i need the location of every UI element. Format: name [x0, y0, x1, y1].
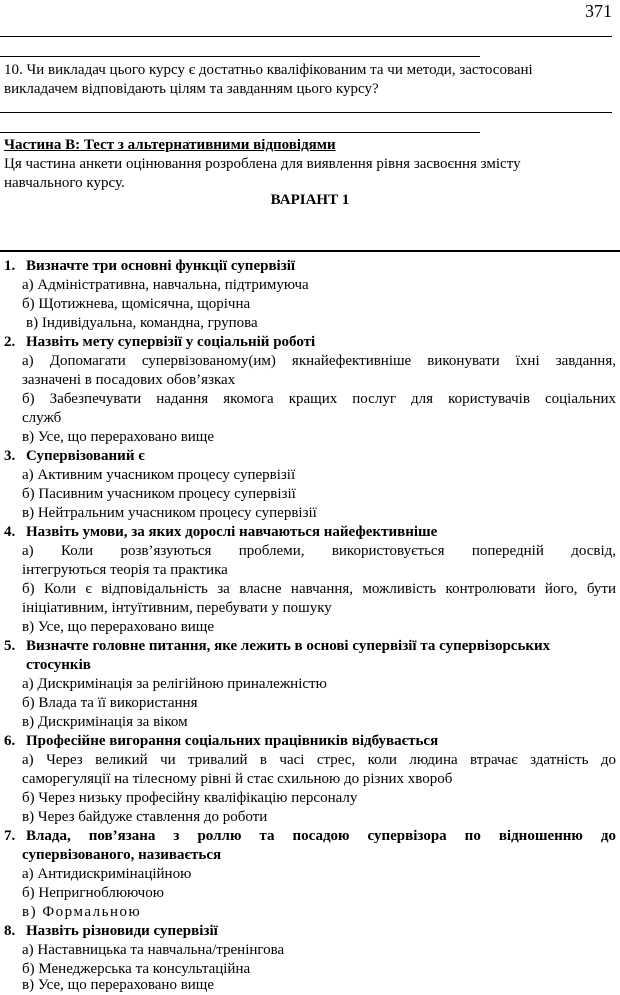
- question-number: 6.: [4, 733, 16, 749]
- question-text: Назвіть різновиди супервізії: [26, 923, 218, 939]
- answer-option-cont: інтегруються теорія та практика: [22, 562, 228, 578]
- q10-line2: викладачем відповідають цілям та завданням цього курсу?: [4, 81, 379, 97]
- answer-line: [0, 112, 612, 113]
- question-text: Назвіть мету супервізії у соціальній роботі: [26, 334, 316, 350]
- answer-option: в) Через байдуже ставлення до роботи: [22, 809, 268, 825]
- answer-option: б) Непригноблюючою: [22, 885, 164, 901]
- question-3: [4, 447, 145, 466]
- answer-line: [0, 56, 480, 57]
- question-2: [4, 333, 315, 352]
- answer-option: в) Формальною: [22, 904, 142, 920]
- question-7: [4, 827, 616, 846]
- part-b-description-line1: Ця частина анкети оцінювання розроблена для виявлення рівня засвоєння змісту: [4, 156, 521, 172]
- question-text: Професійне вигорання соціальних працівників відбувається: [26, 733, 439, 749]
- answer-option: а) Антидискримінаційною: [22, 866, 192, 882]
- answer-option: в) Нейтральним учасником процесу супервізії: [22, 505, 317, 521]
- answer-option-cont: служб: [22, 410, 62, 426]
- q10-line1: 10. Чи викладач цього курсу є достатньо кваліфікованим та чи методи, застосовані: [4, 62, 533, 78]
- answer-option-cont: зазначені в посадових обов’язках: [22, 372, 236, 388]
- answer-option: в) Дискримінація за віком: [22, 714, 188, 730]
- answer-option: а) Активним учасником процесу супервізії: [22, 467, 296, 483]
- question-4: [4, 523, 437, 542]
- answer-option: в) Індивідуальна, командна, групова: [26, 315, 258, 331]
- answer-option: в) Усе, що перераховано вище: [22, 619, 215, 635]
- question-6: [4, 732, 438, 751]
- question-number: 2.: [4, 334, 16, 350]
- question-5: [4, 637, 550, 656]
- answer-option: а) Через великий чи тривалий в часі стрес, коли людина втрачає здатність до: [22, 752, 616, 768]
- answer-option: в) Усе, що перераховано вище: [22, 429, 215, 445]
- answer-option: б) Пасивним учасником процесу супервізії: [22, 486, 296, 502]
- question-text: Визначте три основні функції супервізії: [26, 258, 296, 274]
- answer-option-cont: ініціативним, інтуїтивним, перебувати у пошуку: [22, 600, 332, 616]
- answer-option: б) Влада та її використання: [22, 695, 198, 711]
- question-text: Влада, пов’язана з роллю та посадою супервізора по відношенню до: [26, 828, 616, 844]
- part-b-description-line2: навчального курсу.: [4, 175, 125, 191]
- answer-option: а) Допомагати супервізованому(им) якнайефективніше виконувати їхні завдання,: [22, 353, 616, 369]
- answer-option: б) Через низьку професійну кваліфікацію персоналу: [22, 790, 358, 806]
- question-text: Супервізований є: [26, 448, 145, 464]
- question-number: 1.: [4, 258, 16, 274]
- answer-option: б) Забезпечувати надання якомога кращих послуг для користувачів соціальних: [22, 391, 616, 407]
- page-number: 371: [585, 1, 612, 21]
- part-b-title: Частина В: Тест з альтернативними відповідями: [4, 137, 336, 153]
- question-text-cont: стосунків: [26, 657, 91, 673]
- answer-option: в) Усе, що перераховано вище: [22, 977, 215, 993]
- question-number: 8.: [4, 923, 16, 939]
- question-text-cont: супервізованого, називається: [22, 847, 222, 863]
- question-number: 5.: [4, 638, 16, 654]
- answer-option-cont: саморегуляції на тілесному рівні й стає схильною до різних хвороб: [22, 771, 453, 787]
- answer-option: а) Коли розв’язуються проблеми, використовується попередній досвід,: [22, 543, 616, 559]
- section-divider: [0, 250, 620, 252]
- question-text: Назвіть умови, за яких дорослі навчаються найефективніше: [26, 524, 438, 540]
- answer-option: а) Наставницька та навчальна/тренінгова: [22, 942, 285, 958]
- question-text: Визначте головне питання, яке лежить в основі супервізії та супервізорських: [26, 638, 551, 654]
- question-number: 4.: [4, 524, 16, 540]
- question-number: 3.: [4, 448, 16, 464]
- answer-option: б) Щотижнева, щомісячна, щорічна: [22, 296, 251, 312]
- answer-option: б) Менеджерська та консультаційна: [22, 961, 251, 977]
- answer-line: [0, 36, 612, 37]
- answer-line: [0, 132, 480, 133]
- answer-option: б) Коли є відповідальність за власне навчання, можливість контролювати його, бути: [22, 581, 616, 597]
- question-1: [4, 257, 295, 276]
- answer-option: а) Дискримінація за релігійною приналежністю: [22, 676, 327, 692]
- question-8: [4, 922, 218, 941]
- answer-option: а) Адміністративна, навчальна, підтримуюча: [22, 277, 309, 293]
- variant-heading: ВАРІАНТ 1: [270, 192, 350, 208]
- question-number: 7.: [4, 828, 16, 844]
